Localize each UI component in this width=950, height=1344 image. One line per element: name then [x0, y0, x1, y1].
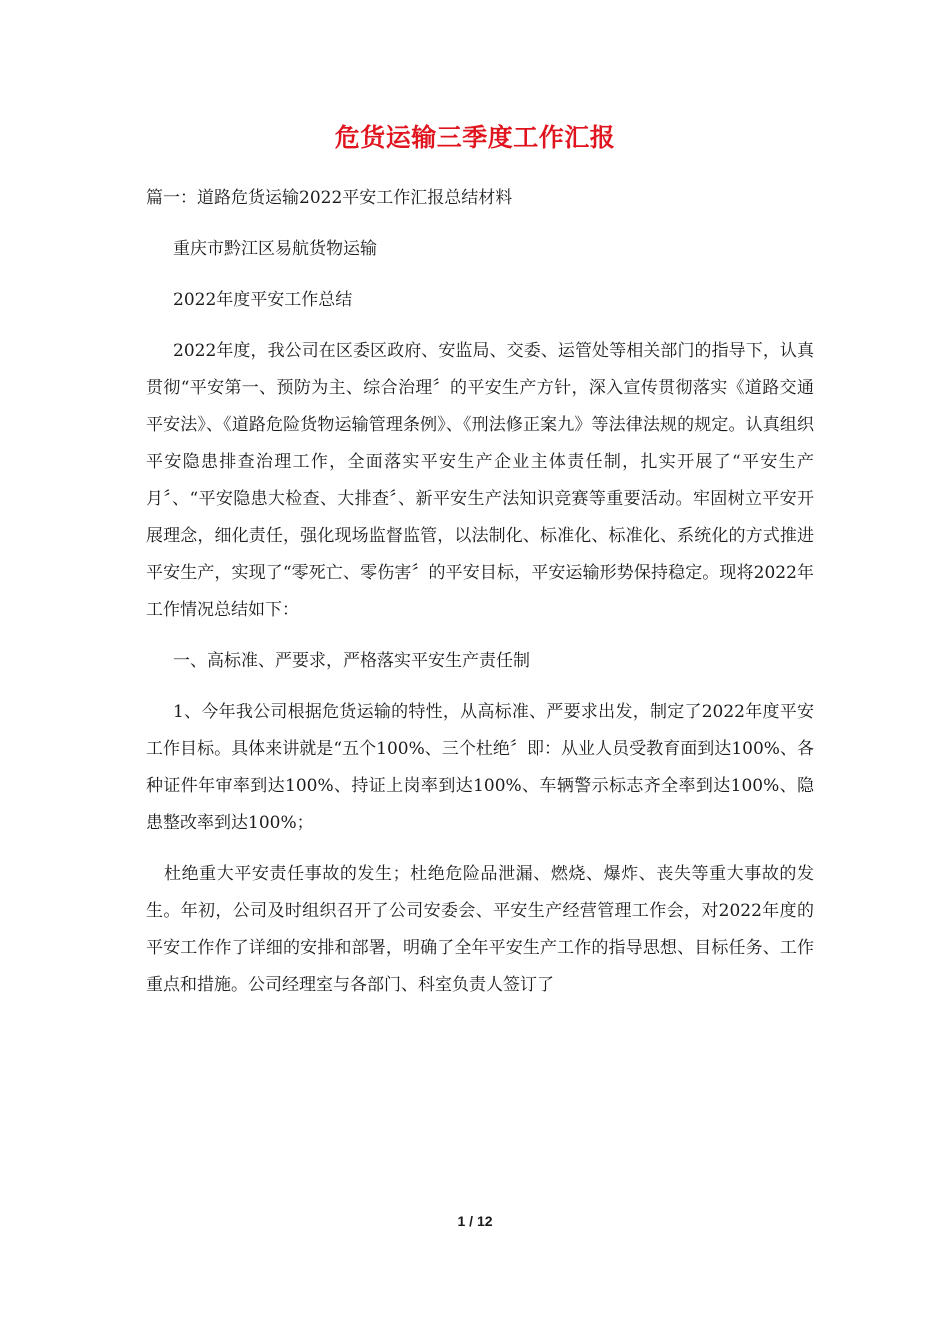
paragraph-intro: 2022年度，我公司在区委区政府、安监局、交委、运管处等相关部门的指导下，认真贯彻“平安第一、预防为主、综合治理〞的平安生产方针，深入宣传贯彻落实《道路交通平安法》、《道路危险货物运输管理条例》、《刑法修正案九》等法律法规的规定。认真组织平安隐患排查治理工作，全面落实平安生产企业主体责任制，扎实开展了“平安生产月〞、“平安隐患大检查、大排查〞、新平安生产法知识竞赛等重要活动。牢固树立平安开展理念，细化责任，强化现场监督监管，以法制化、标准化、标准化、系统化的方式推进平安生产，实现了“零死亡、零伤害〞的平安目标，平安运输形势保持稳定。现将2022年工作情况总结如下：: [146, 341, 814, 620]
paragraph-item-one: 1、今年我公司根据危货运输的特性，从高标准、严要求出发，制定了2022年度平安工作目标。具体来讲就是“五个100%、三个杜绝〞即：从业人员受教育面到达100%、各种证件年审率到达100%、持证上岗率到达100%、车辆警示标志齐全率到达100%、隐患整改率到达100%；: [146, 702, 814, 833]
paragraph-heading-one: 一、高标准、严要求，严格落实平安生产责任制: [173, 651, 530, 671]
paragraph-summary-title: 2022年度平安工作总结: [173, 290, 353, 310]
paragraph-section-heading: 篇一：道路危货运输2022平安工作汇报总结材料: [146, 188, 513, 208]
document-title: 危货运输三季度工作汇报: [334, 123, 616, 152]
paragraph-company-name: 重庆市黔江区易航货物运输: [173, 239, 377, 259]
document-body: [146, 180, 814, 1018]
page-number: 1 / 12: [457, 1213, 493, 1229]
paragraph-continuation: 杜绝重大平安责任事故的发生；杜绝危险品泄漏、燃烧、爆炸、丧失等重大事故的发生。年初，公司及时组织召开了公司安委会、平安生产经营管理工作会，对2022年度的平安工作作了详细的安排和部署，明确了全年平安生产工作的指导思想、目标任务、工作重点和措施。公司经理室与各部门、科室负责人签订了: [146, 864, 814, 995]
